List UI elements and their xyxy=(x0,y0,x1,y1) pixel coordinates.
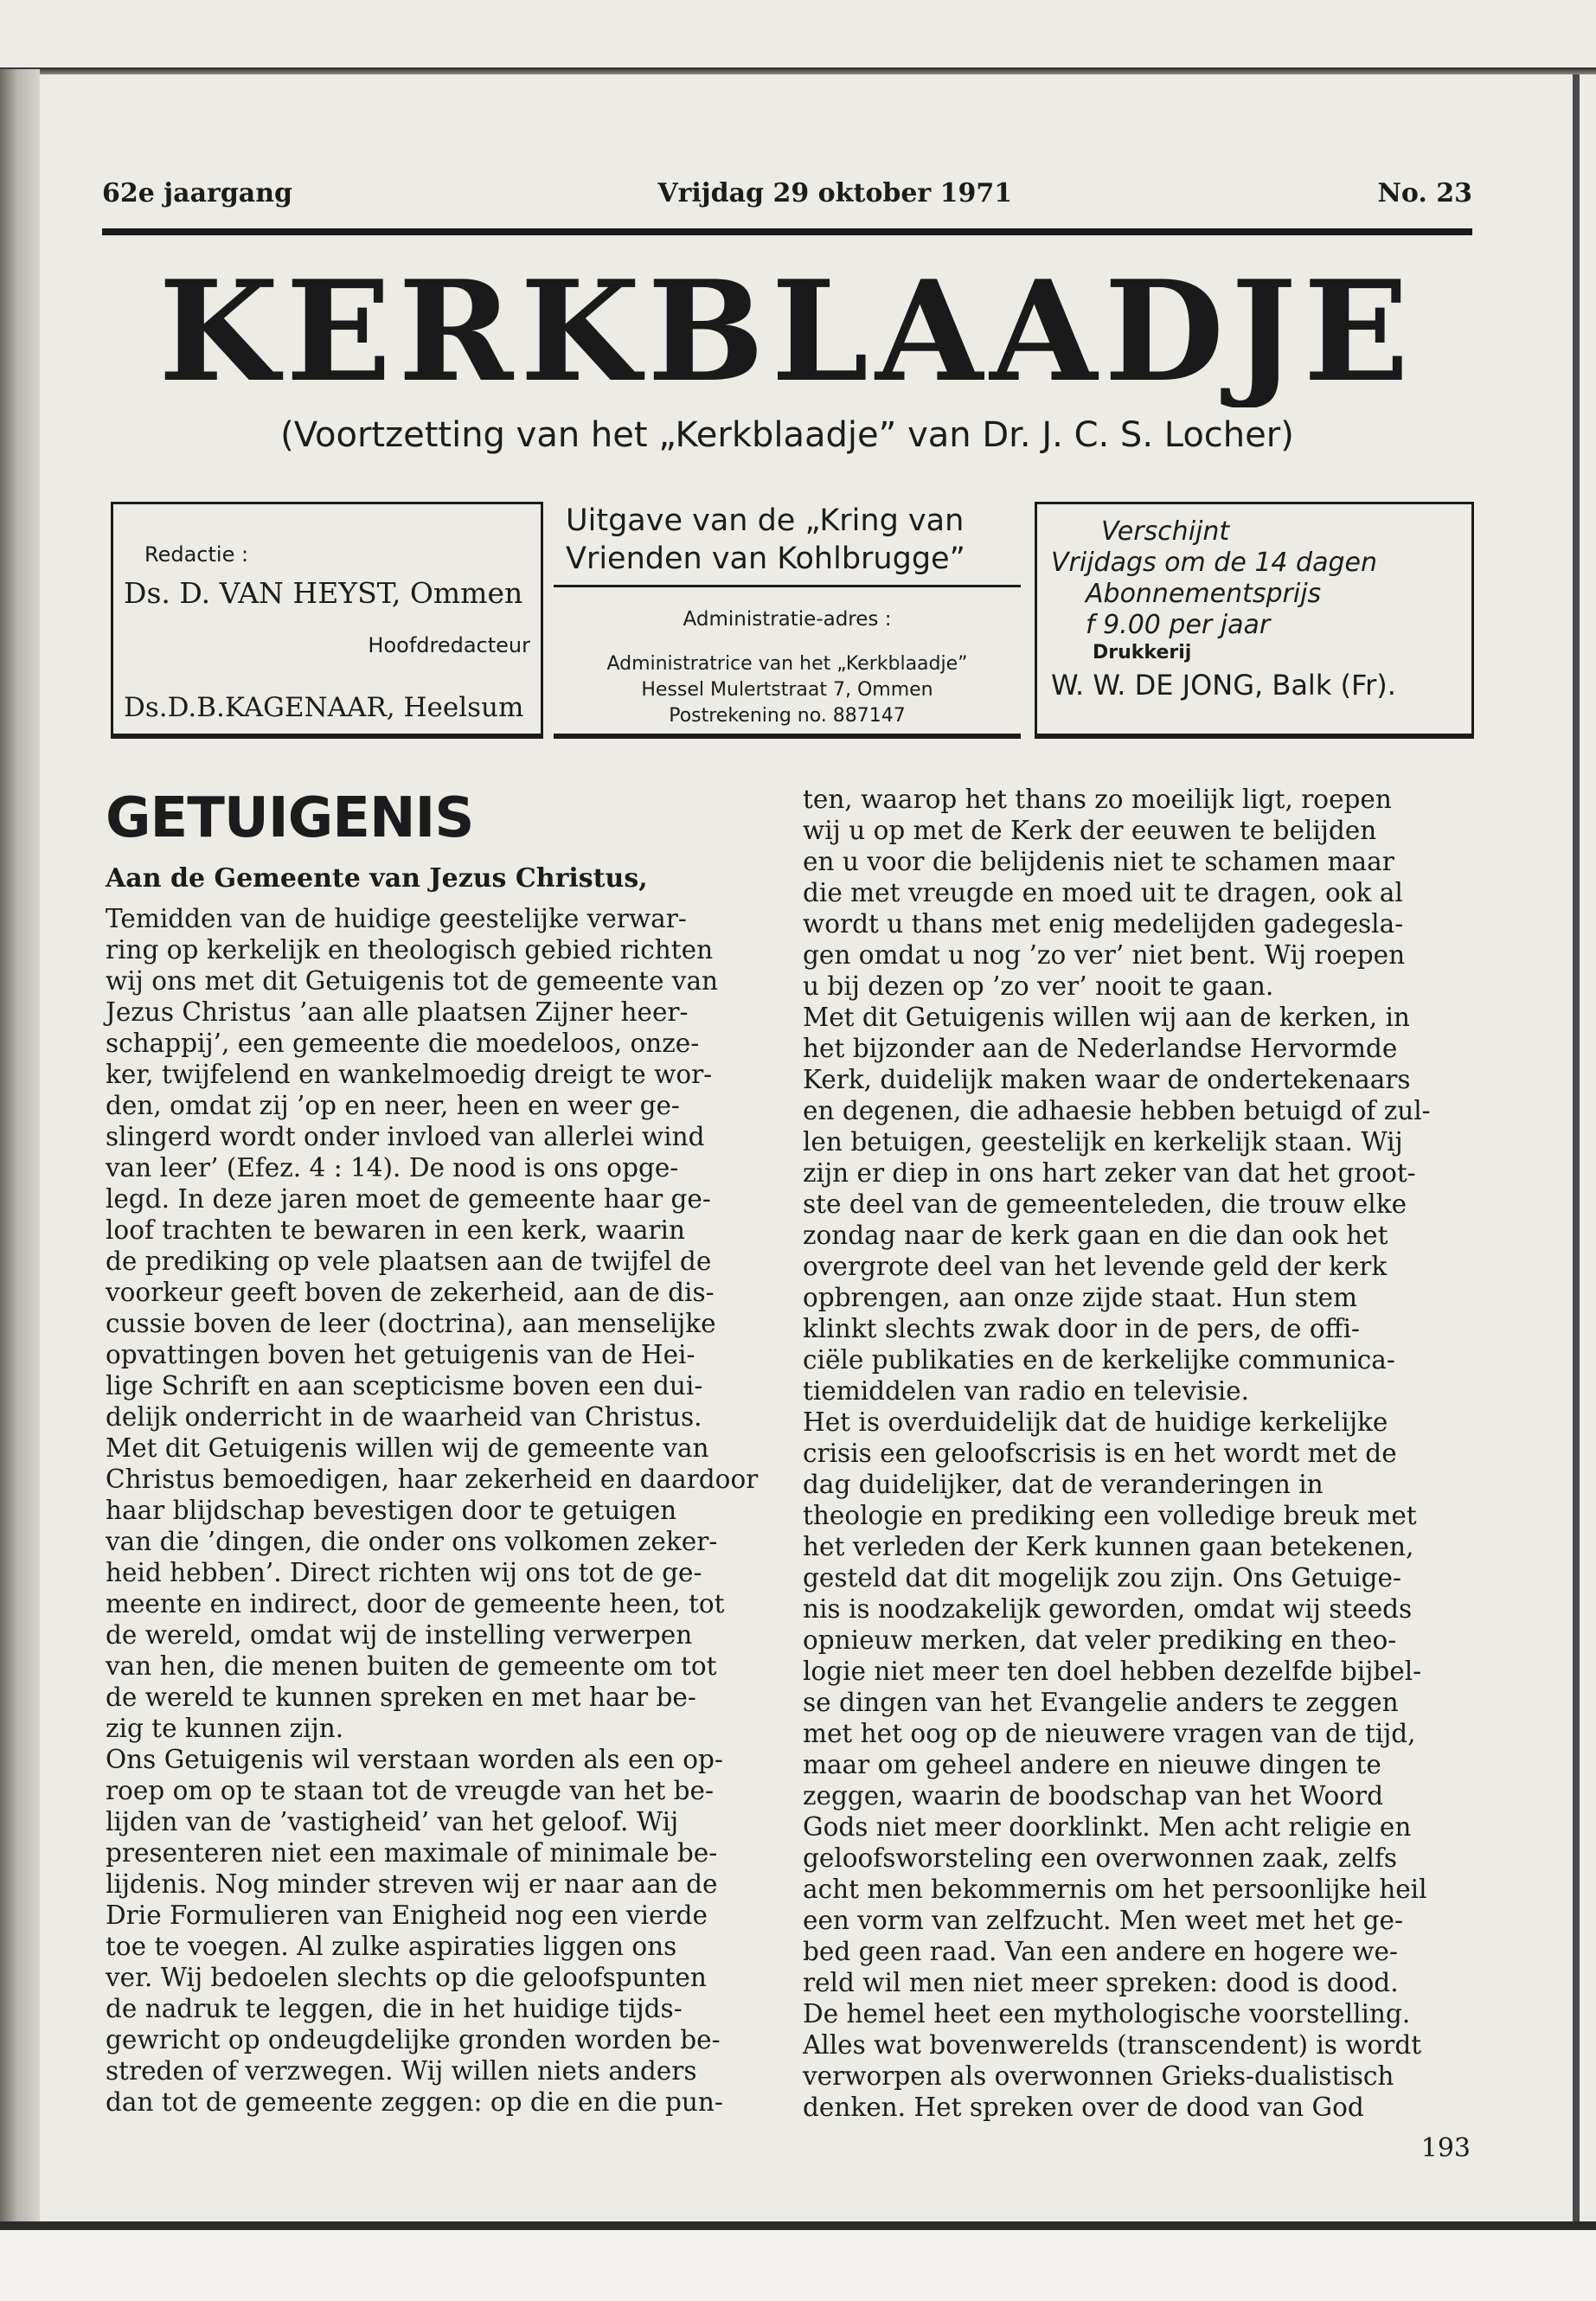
newspaper-title: KERKBLAADJE xyxy=(158,256,1416,407)
scan-background xyxy=(0,2230,1596,2301)
masthead-rule xyxy=(102,228,1472,235)
editor-role: Hoofdredacteur xyxy=(368,633,530,657)
admin-line: Administratrice van het „Kerkblaadje” xyxy=(606,653,968,675)
article-greeting: Aan de Gemeente van Jezus Christus, xyxy=(106,863,648,894)
publisher-box-rule xyxy=(554,734,1021,739)
publisher-title xyxy=(554,502,1021,587)
admin-address: Hessel Mulertstraat 7, Ommen xyxy=(641,679,933,701)
page-right-edge xyxy=(1573,74,1580,2221)
volume-label: 62e jaargang xyxy=(102,178,293,208)
subscription-label: Abonnementsprijs xyxy=(1086,579,1322,609)
page-number: 193 xyxy=(1420,2133,1471,2163)
page-top-edge xyxy=(0,67,1596,74)
publisher-title-line1: Uitgave van de „Kring van xyxy=(566,503,965,538)
article-paragraph: Met dit Getuigenis willen wij aan de kerken, in het bijzonder aan de Nederlandse Hervormde Kerk, duidelijk maken waar de ondertekenaars en degenen, die adhaesie hebben betuigd of zul- len betuigen, geestelijk en kerkelijk staan. Wij zijn er diep in ons hart zeker van dat het groot- ste deel van de gemeenteleden, die trouw elke zondag naar de kerk gaan en die dan ook het overgrote deel van het levende geld der kerk opbrengen, aan onze zijde staat. Hun stem klinkt slechts zwak door in de pers, de offi- ciële publikaties en de kerkelijke communica- tiemiddelen van radio en televisie. xyxy=(803,1003,1431,1406)
article-paragraph: ten, waarop het thans zo moeilijk ligt, roepen wij u op met de Kerk der eeuwen te belijden en u voor die belijdenis niet te schamen maar die met vreugde en moed uit te dragen, ook al wordt u thans met enig medelijden gadegesla- gen omdat u nog ’zo ver’ niet bent. Wij roepen u bij dezen op ’zo ver’ nooit te gaan. xyxy=(803,785,1406,1001)
editor-in-chief: Ds. D. VAN HEYST, Ommen xyxy=(124,576,523,610)
article-paragraph: Met dit Getuigenis willen wij de gemeente van Christus bemoedigen, haar zekerheid en daardoor haar blijdschap bevestigen door te getuigen van die ’dingen, die onder ons volkomen zeker- heid hebben’. Direct richten wij ons tot de ge- meente en indirect, door de gemeente heen, tot de wereld, omdat wij de instelling verwerpen van hen, die menen buiten de gemeente om tot de wereld te kunnen spreken en met haar be- zig te kunnen zijn. xyxy=(106,1433,759,1743)
masthead xyxy=(102,178,1472,208)
article-column-right xyxy=(803,784,1471,2123)
printer-name: W. W. DE JONG, Balk (Fr). xyxy=(1051,669,1396,702)
publication-info-box xyxy=(1035,502,1474,739)
article-paragraph: Ons Getuigenis wil verstaan worden als een op- roep om op te staan tot de vreugde van het be- lijden van de ’vastigheid’ van het geloof. Wij presenteren niet een maximale of minimale be- lijdenis. Nog minder streven wij er naar aan de Drie Formulieren van Enigheid nog een vierde toe te voegen. Al zulke aspiraties liggen ons ver. Wij bedoelen slechts op die geloofspunten de nadruk te leggen, die in het huidige tijds- gewricht op ondeugdelijke gronden worden be- streden of verzwegen. Wij willen niets anders dan tot de gemeente zeggen: op die en die pun- xyxy=(106,1745,723,2117)
publisher-title-line2: Vrienden van Kohlbrugge” xyxy=(566,542,965,576)
co-editor: Ds.D.B.KAGENAAR, Heelsum xyxy=(124,692,524,723)
subscription-price: f 9.00 per jaar xyxy=(1086,610,1271,640)
issue-date: Vrijdag 29 oktober 1971 xyxy=(657,178,1013,208)
article-paragraph: Temidden van de huidige geestelijke verwar- ring op kerkelijk en theologisch gebied richten wij ons met dit Getuigenis tot de gemeente van Jezus Christus ’aan alle plaatsen Zijner heer- schappij’, een gemeente die moedeloos, onze- ker, twijfelend en wankelmoedig dreigt te wor- den, omdat zij ’op en neer, heen en weer ge- slingerd wordt onder invloed van allerlei wind van leer’ (Efez. 4 : 14). De nood is ons opge- legd. In deze jaren moet de gemeente haar ge- loof trachten te bewaren in een kerk, waarin de prediking op vele plaatsen aan de twijfel de voorkeur geeft boven de zekerheid, aan de dis- cussie boven de leer (doctrina), aan menselijke opvattingen boven het getuigenis van de Hei- lige Schrift en aan scepticisme boven een dui- delijk onderricht in de waarheid van Christus. xyxy=(106,904,719,1432)
admin-label: Administratie-adres : xyxy=(683,608,892,631)
postal-account: Postrekening no. 887147 xyxy=(669,705,906,727)
editorial-box xyxy=(111,502,543,739)
frequency-label: Verschijnt xyxy=(1101,516,1230,547)
publisher-box xyxy=(554,502,1021,739)
article-column-left xyxy=(106,784,773,2118)
issue-number: No. 23 xyxy=(1377,178,1472,208)
editorial-label: Redactie : xyxy=(144,542,249,567)
article-paragraph: Het is overduidelijk dat de huidige kerkelijke crisis een geloofscrisis is en het wordt met de dag duidelijker, dat de veranderingen in theologie en prediking een volledige breuk met het verleden der Kerk kunnen gaan betekenen, gesteld dat dit mogelijk zou zijn. Ons Getuige- nis is noodzakelijk geworden, omdat wij steeds opnieuw merken, dat veler prediking en theo- logie niet meer ten doel hebben dezelfde bijbel- se dingen van het Evangelie anders te zeggen met het oog op de nieuwere vragen van de tijd, maar om geheel andere en nieuwe dingen te zeggen, waarin de boodschap van het Woord Gods niet meer doorklinkt. Men acht religie en geloofsworsteling een overwonnen zaak, zelfs acht men bekommernis om het persoonlijke heil een vorm van zelfzucht. Men weet met het ge- bed geen raad. Van een andere en hogere we- reld wil men niet meer spreken: dood is dood. De hemel heet een mythologische voorstelling. Alles wat bovenwerelds (transcendent) is wordt verworpen als overwonnen Grieks-dualistisch denken. Het spreken over de dood van God xyxy=(803,1407,1427,2122)
article-heading: GETUIGENIS xyxy=(106,786,474,850)
page-binding-shadow xyxy=(0,69,40,2249)
printer-label: Drukkerij xyxy=(1093,642,1192,663)
newspaper-subtitle: (Voortzetting van het „Kerkblaadje” van Dr. J. C. S. Locher) xyxy=(280,415,1294,455)
frequency-value: Vrijdags om de 14 dagen xyxy=(1051,548,1377,578)
page-bottom-edge xyxy=(0,2221,1596,2230)
